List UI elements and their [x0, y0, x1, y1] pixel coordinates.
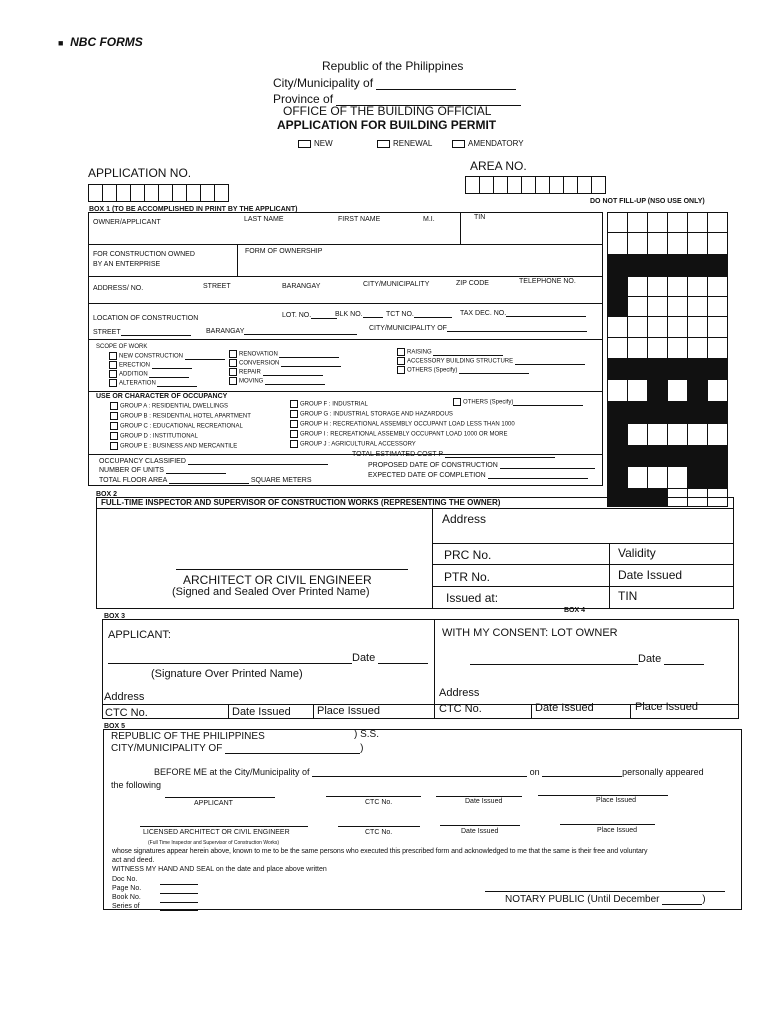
nso-cell: [687, 379, 708, 402]
nso-cell: [687, 401, 708, 424]
application-no-label: APPLICATION NO.: [88, 166, 192, 180]
first-name-label: FIRST NAME: [338, 216, 381, 223]
total-cost-field[interactable]: TOTAL ESTIMATED COST P: [352, 451, 555, 458]
box2-tin[interactable]: TIN: [618, 589, 638, 603]
nso-cell: [707, 254, 728, 277]
ptr-no[interactable]: PTR No.: [444, 570, 491, 584]
areano-box[interactable]: [591, 176, 606, 194]
nso-use-grid: [607, 212, 727, 486]
areano-box[interactable]: [549, 176, 564, 194]
area-no-boxes[interactable]: [465, 176, 604, 194]
nso-cell: [687, 423, 708, 446]
nso-cell: [667, 445, 688, 467]
nso-cell: [627, 212, 648, 233]
number-of-units-field[interactable]: NUMBER OF UNITS: [99, 467, 226, 474]
issued-at[interactable]: Issued at:: [446, 591, 499, 605]
witness-text: WITNESS MY HAND AND SEAL on the date and place above written: [112, 866, 327, 873]
areano-box[interactable]: [521, 176, 536, 194]
areano-box[interactable]: [479, 176, 494, 194]
proposed-date-field[interactable]: PROPOSED DATE OF CONSTRUCTION: [368, 462, 595, 469]
type-renewal[interactable]: RENEWAL: [377, 139, 432, 148]
nso-cell: [707, 379, 728, 402]
nso-cell: [647, 296, 668, 317]
architect-label: ARCHITECT OR CIVIL ENGINEER: [183, 573, 372, 587]
nso-cell: [667, 296, 688, 317]
nso-cell: [607, 276, 628, 297]
form-of-ownership-label: FORM OF OWNERSHIP: [245, 248, 323, 255]
box2-date-issued[interactable]: Date Issued: [618, 568, 683, 582]
enterprise-label-1: FOR CONSTRUCTION OWNED: [93, 251, 195, 258]
city-of-field[interactable]: CITY/MUNICIPALITY OF: [369, 325, 587, 332]
nso-cell: [627, 316, 648, 338]
nso-cell: [647, 423, 668, 446]
box2-address[interactable]: Address: [442, 512, 487, 526]
doc-no-field[interactable]: Doc No.: [112, 876, 138, 883]
appno-box[interactable]: [158, 184, 173, 202]
notary-ss: ) S.S.: [354, 729, 380, 740]
nso-cell: [607, 296, 628, 317]
ctc-col-label: CTC No.: [365, 799, 393, 806]
box1-label: BOX 1 (TO BE ACCOMPLISHED IN PRINT BY THE APPLICANT): [89, 206, 298, 213]
barangay2-field[interactable]: BARANGAY: [206, 328, 357, 335]
form-title: APPLICATION FOR BUILDING PERMIT: [277, 118, 497, 132]
nso-cell: [627, 254, 648, 277]
nso-cell: [647, 232, 668, 255]
box2-label: BOX 2: [96, 491, 118, 498]
nso-cell: [647, 466, 668, 489]
telephone-label: TELEPHONE NO.: [519, 278, 576, 285]
act-and-deed-text: act and deed.: [112, 857, 155, 864]
tax-dec-field[interactable]: TAX DEC. NO.: [460, 310, 586, 317]
scope2-option-0[interactable]: RENOVATION: [229, 350, 339, 358]
nso-cell: [647, 337, 668, 359]
nso-cell: [647, 276, 668, 297]
applicant-signature-field[interactable]: Date: [108, 652, 428, 664]
republic-heading: Republic of the Philippines: [322, 59, 464, 73]
groupsL-option-2[interactable]: GROUP C : EDUCATIONAL RECREATIONAL: [110, 422, 243, 430]
appno-box[interactable]: [116, 184, 131, 202]
nso-cell: [687, 232, 708, 255]
whose-signatures-text: whose signatures appear herein above, known to me to be the same persons who executed this prescribed form and acknowledged to me that the same is their free and voluntary: [112, 848, 648, 855]
total-floor-area-field[interactable]: TOTAL FLOOR AREA SQUARE METERS: [99, 477, 312, 484]
groupsR-option-0[interactable]: GROUP F : INDUSTRIAL: [290, 400, 368, 408]
appno-box[interactable]: [144, 184, 159, 202]
nso-cell: [627, 379, 648, 402]
address-no-label: ADDRESS/ NO.: [93, 285, 144, 292]
box4-label: BOX 4: [564, 607, 586, 614]
nso-cell: [687, 296, 708, 317]
nso-cell: [667, 466, 688, 489]
scope-of-work-label: SCOPE OF WORK: [96, 344, 148, 350]
nso-cell: [667, 276, 688, 297]
nso-cell: [647, 401, 668, 424]
nso-cell: [707, 358, 728, 380]
nso-cell: [707, 337, 728, 359]
applicant-col-label: APPLICANT: [194, 800, 233, 807]
nso-cell: [667, 212, 688, 233]
barangay-label: BARANGAY: [282, 283, 321, 290]
fulltime-inspector-label: (Full Time Inspector and Supervisor of Construction Works): [148, 840, 280, 846]
prc-no[interactable]: PRC No.: [444, 548, 492, 562]
box3-ctc[interactable]: CTC No.: [105, 707, 148, 719]
groupsR-option-1[interactable]: GROUP G : INDUSTRIAL STORAGE AND HAZARDOUS: [290, 410, 453, 418]
nso-cell: [607, 337, 628, 359]
tct-no-field[interactable]: TCT NO.: [386, 311, 452, 318]
lot-owner-signature-field[interactable]: Date: [470, 653, 704, 665]
nso-cell: [647, 316, 668, 338]
nso-cell: [667, 401, 688, 424]
enterprise-label-2: BY AN ENTERPRISE: [93, 261, 161, 268]
nso-cell: [687, 254, 708, 277]
mi-label: M.I.: [423, 216, 435, 223]
areano-box[interactable]: [507, 176, 522, 194]
street-label: STREET: [203, 283, 231, 290]
nso-cell: [647, 445, 668, 467]
use-of-occupancy-label: USE OR CHARACTER OF OCCUPANCY: [96, 393, 228, 400]
nso-cell: [607, 423, 628, 446]
nso-cell: [627, 296, 648, 317]
groupsR-option-3[interactable]: GROUP I : RECREATIONAL ASSEMBLY OCCUPANT LOAD 1000 OR MORE: [290, 430, 508, 438]
box3-place-issued[interactable]: Place Issued: [317, 705, 380, 717]
nso-cell: [607, 379, 628, 402]
nso-cell: [627, 337, 648, 359]
nso-cell: [707, 212, 728, 233]
nso-cell: [627, 276, 648, 297]
nso-cell: [607, 212, 628, 233]
nso-cell: [607, 358, 628, 380]
type-new[interactable]: NEW: [298, 139, 333, 148]
nso-cell: [687, 276, 708, 297]
box5-frame: [103, 729, 742, 910]
expected-date-field[interactable]: EXPECTED DATE OF COMPLETION: [368, 472, 588, 479]
appno-box[interactable]: [130, 184, 145, 202]
nso-cell: [627, 423, 648, 446]
nso-cell: [647, 254, 668, 277]
nso-cell: [687, 212, 708, 233]
groupsR-option-2[interactable]: GROUP H : RECREATIONAL ASSEMBLY OCCUPANT LOAD LESS THAN 1000: [290, 420, 515, 428]
scope1-option-3[interactable]: ALTERATION: [109, 379, 197, 387]
appno-box[interactable]: [200, 184, 215, 202]
nso-cell: [687, 358, 708, 380]
tin-label: TIN: [474, 214, 486, 221]
place-issued-col-label: Place Issued: [596, 797, 637, 804]
nso-cell: [707, 232, 728, 255]
box3-label: BOX 3: [104, 613, 126, 620]
ctc-col-label-2: CTC No.: [365, 829, 393, 836]
appno-box[interactable]: [186, 184, 201, 202]
scope3-option-1[interactable]: ACCESSORY BUILDING STRUCTURE: [397, 357, 585, 365]
groupsR-option-4[interactable]: GROUP J : AGRICULTURAL ACCESSORY: [290, 440, 416, 448]
blk-no-field[interactable]: BLK NO.: [335, 311, 383, 318]
nso-cell: [667, 232, 688, 255]
scope2-option-3[interactable]: MOVING: [229, 377, 325, 385]
box4-place-issued[interactable]: Place Issued: [635, 701, 698, 713]
nso-cell: [687, 466, 708, 489]
nso-cell: [647, 379, 668, 402]
nso-cell: [607, 466, 628, 489]
city-municipality-label: CITY/MUNICIPALITY: [363, 281, 430, 288]
nso-cell: [667, 316, 688, 338]
nso-cell: [687, 337, 708, 359]
box5-label: BOX 5: [104, 723, 126, 730]
scope1-option-2[interactable]: ADDITION: [109, 370, 189, 378]
box3-date-issued[interactable]: Date Issued: [232, 706, 291, 718]
box4-date-issued[interactable]: Date Issued: [535, 702, 594, 714]
appno-box[interactable]: [172, 184, 187, 202]
do-not-fill-label: DO NOT FILL-UP (NSO USE ONLY): [590, 198, 705, 205]
nso-cell: [627, 466, 648, 489]
areano-box[interactable]: [493, 176, 508, 194]
nso-cell: [627, 232, 648, 255]
areano-box[interactable]: [535, 176, 550, 194]
others-specify-occupancy[interactable]: OTHERS (Specify): [453, 398, 583, 406]
nso-cell: [687, 316, 708, 338]
nso-cell: [707, 401, 728, 424]
place-issued-col-label-2: Place Issued: [597, 827, 638, 834]
nbc-forms-label: ■ NBC FORMS: [58, 35, 143, 49]
nso-cell: [607, 232, 628, 255]
scope3-option-0[interactable]: RAISING: [397, 348, 503, 356]
signature-over-name-label: (Signature Over Printed Name): [151, 668, 303, 680]
lot-no-field[interactable]: LOT. NO.: [282, 312, 337, 319]
groupsL-option-3[interactable]: GROUP D : INSTITUTIONAL: [110, 432, 198, 440]
nso-cell: [607, 401, 628, 424]
groupsL-option-4[interactable]: GROUP E : BUSINESS AND MERCANTILE: [110, 442, 237, 450]
page-no-field[interactable]: Page No.: [112, 885, 142, 892]
nso-cell: [707, 296, 728, 317]
nso-cell: [607, 445, 628, 467]
areano-box[interactable]: [563, 176, 578, 194]
nso-cell: [627, 358, 648, 380]
type-amendatory[interactable]: AMENDATORY: [452, 139, 524, 148]
scope2-option-2[interactable]: REPAIR: [229, 368, 323, 376]
series-field[interactable]: Series of: [112, 903, 140, 910]
office-heading: OFFICE OF THE BUILDING OFFICIAL: [283, 104, 492, 118]
box4-address[interactable]: Address: [439, 687, 480, 699]
book-no-field[interactable]: Book No.: [112, 894, 141, 901]
application-no-boxes[interactable]: [88, 184, 229, 202]
last-name-label: LAST NAME: [244, 216, 284, 223]
box4-ctc[interactable]: CTC No.: [439, 703, 482, 715]
scope3-option-2[interactable]: OTHERS (Specify): [397, 366, 529, 374]
the-following-label: the following: [111, 780, 162, 790]
nso-cell: [667, 337, 688, 359]
appno-box[interactable]: [88, 184, 103, 202]
nso-cell: [707, 466, 728, 489]
occupancy-classified-field[interactable]: OCCUPANCY CLASSIFIED: [99, 458, 328, 465]
signed-sealed-label: (Signed and Sealed Over Printed Name): [172, 586, 370, 598]
box3-address[interactable]: Address: [104, 691, 145, 703]
nso-cell: [607, 254, 628, 277]
nso-cell: [667, 254, 688, 277]
owner-applicant-label: OWNER/APPLICANT: [93, 219, 161, 226]
scope1-option-0[interactable]: NEW CONSTRUCTION: [109, 352, 225, 360]
nso-cell: [687, 445, 708, 467]
nso-cell: [627, 445, 648, 467]
location-label: LOCATION OF CONSTRUCTION: [93, 315, 199, 322]
nso-cell: [647, 212, 668, 233]
box2-title: FULL-TIME INSPECTOR AND SUPERVISOR OF CONSTRUCTION WORKS (REPRESENTING THE OWNER): [101, 498, 501, 507]
areano-box[interactable]: [577, 176, 592, 194]
province-line: Province of: [273, 92, 521, 106]
notary-republic: REPUBLIC OF THE PHILIPPINES: [111, 731, 265, 742]
nso-cell: [667, 379, 688, 402]
date-issued-col-label: Date Issued: [465, 798, 503, 805]
nso-cell: [707, 423, 728, 446]
nso-cell: [627, 401, 648, 424]
street2-field[interactable]: STREET: [93, 329, 191, 336]
consent-label: WITH MY CONSENT: LOT OWNER: [442, 627, 618, 639]
nso-cell: [667, 423, 688, 446]
city-line: City/Municipality of: [273, 76, 516, 90]
nso-cell: [707, 445, 728, 467]
zip-code-label: ZIP CODE: [456, 280, 489, 287]
date-issued-col-label-2: Date Issued: [461, 828, 499, 835]
before-me-field[interactable]: BEFORE ME at the City/Municipality of on personally appeared: [154, 767, 704, 777]
groupsL-option-1[interactable]: GROUP B : RESIDENTIAL HOTEL APARTMENT: [110, 412, 251, 420]
applicant-label: APPLICANT:: [108, 629, 171, 641]
appno-box[interactable]: [102, 184, 117, 202]
notary-public-field[interactable]: NOTARY PUBLIC (Until December ): [505, 894, 706, 905]
nso-cell: [607, 316, 628, 338]
nso-cell: [707, 316, 728, 338]
notary-city-field[interactable]: CITY/MUNICIPALITY OF ): [111, 743, 364, 754]
scope2-option-1[interactable]: CONVERSION: [229, 359, 341, 367]
licensed-architect-label: LICENSED ARCHITECT OR CIVIL ENGINEER: [143, 829, 290, 836]
scope1-option-1[interactable]: ERECTION: [109, 361, 192, 369]
nso-cell: [647, 358, 668, 380]
appno-box[interactable]: [214, 184, 229, 202]
area-no-label: AREA NO.: [470, 159, 527, 173]
nso-cell: [707, 276, 728, 297]
nso-cell: [667, 358, 688, 380]
groupsL-option-0[interactable]: GROUP A : RESIDENTIAL DWELLINGS: [110, 402, 228, 410]
validity[interactable]: Validity: [618, 546, 656, 560]
areano-box[interactable]: [465, 176, 480, 194]
